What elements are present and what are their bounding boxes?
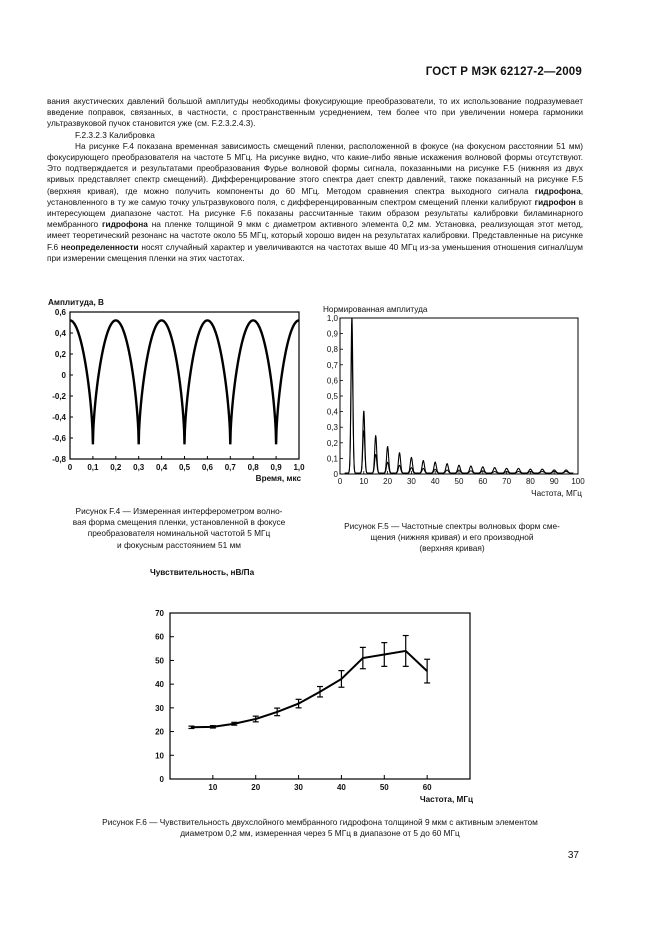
caption-f4 (44, 506, 314, 551)
x-tick-label: 20 (383, 477, 393, 486)
caption-line: вая форма смещения пленки, установленной в фокусе (72, 517, 286, 528)
caption-line: (верхняя кривая) (419, 543, 485, 554)
x-tick-label: 0,2 (110, 463, 122, 472)
plot-frame (340, 318, 578, 474)
y-tick-label: -0,4 (52, 413, 66, 422)
y-tick-label: 0,1 (326, 454, 338, 464)
x-axis-label: Частота, МГц (531, 489, 582, 498)
text-span: на пленке толщиной 9 мкм с диаметром активного элемента 0,2 мм. Установка, реализующая этот метод, имеет теоретический резонанс на частоте около 55 МГц, который хорошо виден на результатах калибровки. Представленные на рисунке F.6 (47, 219, 584, 252)
y-tick-label: 0,4 (54, 329, 66, 338)
y-tick-label: 0,5 (326, 392, 338, 401)
caption-f6 (40, 817, 600, 839)
x-tick-label: 0,1 (87, 463, 99, 472)
y-axis-label: Чувствительность, нВ/Па (150, 568, 255, 577)
y-tick-label: -0,8 (52, 455, 66, 464)
caption-line: Рисунок F.4 — Измеренная интерферометром волно- (75, 506, 283, 516)
x-tick-label: 0,5 (178, 463, 191, 472)
x-tick-label: 0 (337, 477, 343, 486)
x-tick-label: 40 (430, 477, 440, 486)
y-tick-label: 0,9 (326, 329, 338, 339)
lower-spectrum-line (345, 345, 573, 473)
figure-f5 (310, 300, 600, 505)
chart-f5 (310, 300, 600, 505)
x-tick-label: 0,3 (133, 463, 145, 472)
x-tick-label: 60 (422, 783, 432, 792)
caption-f5 (318, 521, 586, 555)
x-tick-label: 30 (294, 783, 304, 792)
y-tick-label: 1,0 (326, 314, 338, 323)
x-tick-label: 40 (336, 783, 346, 792)
x-tick-label: 0 (67, 463, 73, 472)
y-tick-label: 0,2 (326, 438, 338, 448)
sensitivity-line (191, 651, 427, 727)
y-tick-label: 10 (155, 751, 164, 761)
x-tick-label: 30 (406, 477, 416, 486)
standard-header: ГОСТ Р МЭК 62127-2—2009 (425, 66, 582, 78)
section-heading: F.2.3.2.3 Калибровка (75, 129, 155, 140)
x-tick-label: 50 (379, 783, 389, 792)
caption-line: щения (нижняя кривая) и его производной (370, 532, 534, 543)
x-tick-label: 10 (208, 783, 218, 792)
term-bold: гидрофон (534, 196, 576, 207)
term-bold: гидрофона (534, 185, 581, 196)
x-axis-label: Время, мкс (255, 474, 301, 483)
chart-f4 (40, 296, 310, 501)
y-axis-label: Нормированная амплитуда (323, 305, 428, 314)
y-tick-label: 0,4 (326, 407, 338, 417)
y-tick-label: 40 (155, 680, 164, 690)
y-tick-label: -0,2 (52, 392, 66, 401)
y-tick-label: 30 (155, 703, 164, 713)
waveform-line (70, 320, 299, 444)
y-tick-label: 0,6 (326, 376, 338, 386)
y-tick-label: 0,7 (326, 360, 338, 370)
y-axis-label: Амплитуда, В (48, 298, 104, 307)
y-tick-label: -0,6 (52, 434, 66, 443)
x-tick-label: 50 (454, 477, 464, 486)
x-tick-label: 80 (525, 477, 535, 486)
y-tick-label: 20 (155, 727, 164, 737)
y-tick-label: 0 (159, 775, 164, 784)
y-tick-label: 0,2 (54, 350, 66, 359)
x-tick-label: 1,0 (293, 463, 305, 472)
chart-f6 (130, 565, 490, 810)
caption-line: Рисунок F.6 — Чувствительность двухслойного мембранного гидрофона толщиной 9 мкм с активным элементом (102, 817, 538, 827)
x-tick-label: 0,4 (156, 463, 168, 472)
y-tick-label: 0,6 (54, 308, 66, 317)
term-bold: неопределенности (60, 241, 139, 252)
figure-f6 (130, 565, 490, 810)
y-tick-label: 0 (61, 371, 66, 380)
paragraph-calibration (47, 141, 583, 264)
x-tick-label: 0,7 (224, 463, 236, 472)
x-tick-label: 60 (478, 477, 488, 486)
y-tick-label: 0 (333, 470, 338, 479)
x-tick-label: 0,6 (201, 463, 213, 472)
x-tick-label: 90 (549, 477, 559, 486)
caption-line: и фокусным расстоянием 51 мм (117, 539, 241, 550)
y-tick-label: 0,3 (326, 423, 338, 433)
text-span: носят случайный характер и увеличиваются на частотах выше 40 МГц из-за уменьшения отношения сигнал/шум при измерении смещения пленки на этих частотах. (47, 241, 584, 263)
x-tick-label: 100 (571, 477, 585, 486)
body-text (47, 96, 583, 264)
y-tick-label: 50 (155, 656, 164, 666)
text-span: , установленного в ту же самую точку ультразвукового поля, с дифференцированным спектром смещений пленки калибруют (47, 185, 583, 207)
x-tick-label: 10 (359, 477, 369, 486)
x-tick-label: 70 (502, 477, 512, 486)
caption-line: преобразователя номинальной частотой 5 МГц (87, 528, 271, 539)
page-number: 37 (567, 850, 579, 861)
x-tick-label: 0,9 (270, 463, 282, 472)
x-axis-label: Частота, МГц (419, 795, 473, 804)
y-tick-label: 0,8 (326, 345, 338, 355)
x-tick-label: 20 (251, 783, 261, 792)
text-span: На рисунке F.4 показана временная зависимость смещений пленки, расположенной в фокусе (на фокусном расстоянии 51 мм) фокусирующего преобразователя на частоте 5 МГц. На рисунке видно, что какие-либо явные искажения волновой формы отсутствуют. Это подтверждается и результатами преобразования Фурье волновой формы сигнала, показанными на рисунке F.5 (нижняя из двух кривых представляет спектр смещений). Дифференцирование этого спектра дает спектр давлений, также показанный на рисунке F.5 (верхняя кривая), где можно получить компоненты до 60 МГц. Методом сравнения спектра выходного сигнала (47, 140, 583, 196)
paragraph-continuation: вания акустических давлений большой амплитуды необходимы фокусирующие преобразователи, то их использование подразумевает введение поправок, связанных, в частности, с пространственным усреднением, тем более что при увеличении номера гармоники ультразвуковой пучок становится уже (см. F.2.3.2.4.3). (47, 96, 583, 129)
y-tick-label: 60 (155, 632, 164, 642)
y-tick-label: 70 (155, 609, 164, 618)
upper-spectrum-line (345, 318, 573, 473)
text-span: в интересующем диапазоне частот. На рисунке F.6 показаны рассчитанные таким образом результаты калибровки билaминарного мембранного (47, 196, 584, 230)
figure-f4 (40, 296, 310, 501)
caption-line: Рисунок F.5 — Частотные спектры волновых форм сме- (344, 521, 560, 531)
x-tick-label: 0,8 (247, 463, 259, 472)
term-bold: гидрофона (102, 219, 148, 230)
caption-line: диаметром 0,2 мм, измеренная через 5 МГц в диапазоне от 5 до 60 МГц (180, 828, 460, 839)
